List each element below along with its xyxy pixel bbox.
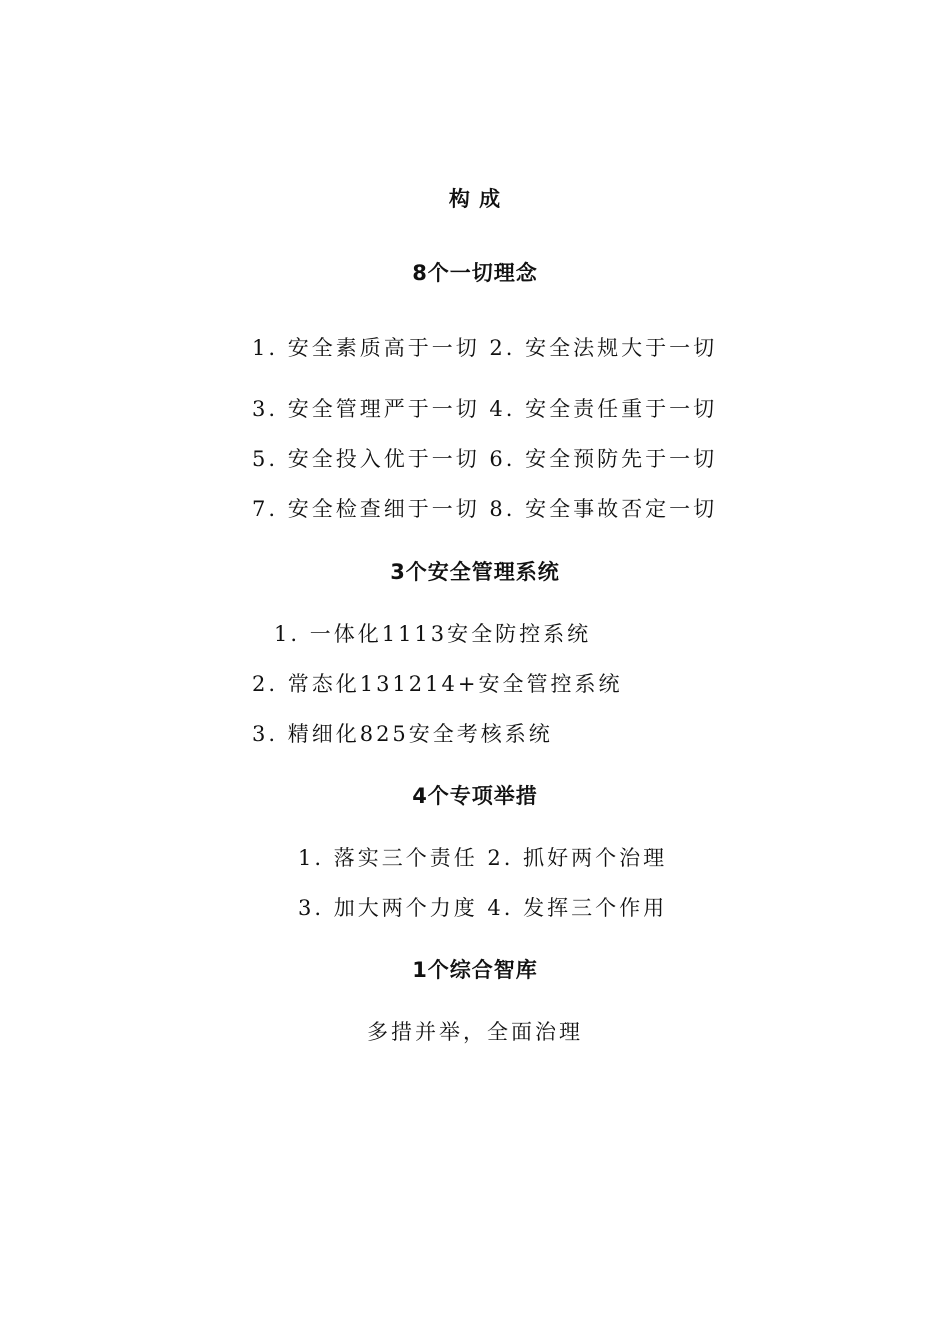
systems-line-3: 3. 精细化825安全考核系统 bbox=[252, 722, 553, 746]
section-heading-think-tank: 1个综合智库 bbox=[412, 958, 538, 982]
think-tank-line-1: 多措并举，全面治理 bbox=[367, 1020, 583, 1044]
principles-line-3: 5. 安全投入优于一切 6. 安全预防先于一切 bbox=[252, 447, 718, 471]
document-title: 构 成 bbox=[448, 187, 502, 211]
systems-line-2: 2. 常态化131214+安全管控系统 bbox=[252, 672, 623, 696]
section-heading-principles: 8个一切理念 bbox=[412, 261, 538, 285]
measures-line-1: 1. 落实三个责任 2. 抓好两个治理 bbox=[298, 846, 668, 870]
principles-line-1: 1. 安全素质高于一切 2. 安全法规大于一切 bbox=[252, 336, 718, 360]
principles-line-2: 3. 安全管理严于一切 4. 安全责任重于一切 bbox=[252, 397, 718, 421]
section-heading-systems: 3个安全管理系统 bbox=[390, 560, 560, 584]
principles-line-4: 7. 安全检查细于一切 8. 安全事故否定一切 bbox=[252, 497, 718, 521]
measures-line-2: 3. 加大两个力度 4. 发挥三个作用 bbox=[298, 896, 668, 920]
systems-line-1: 1. 一体化1113安全防控系统 bbox=[274, 622, 592, 646]
section-heading-measures: 4个专项举措 bbox=[412, 784, 538, 808]
